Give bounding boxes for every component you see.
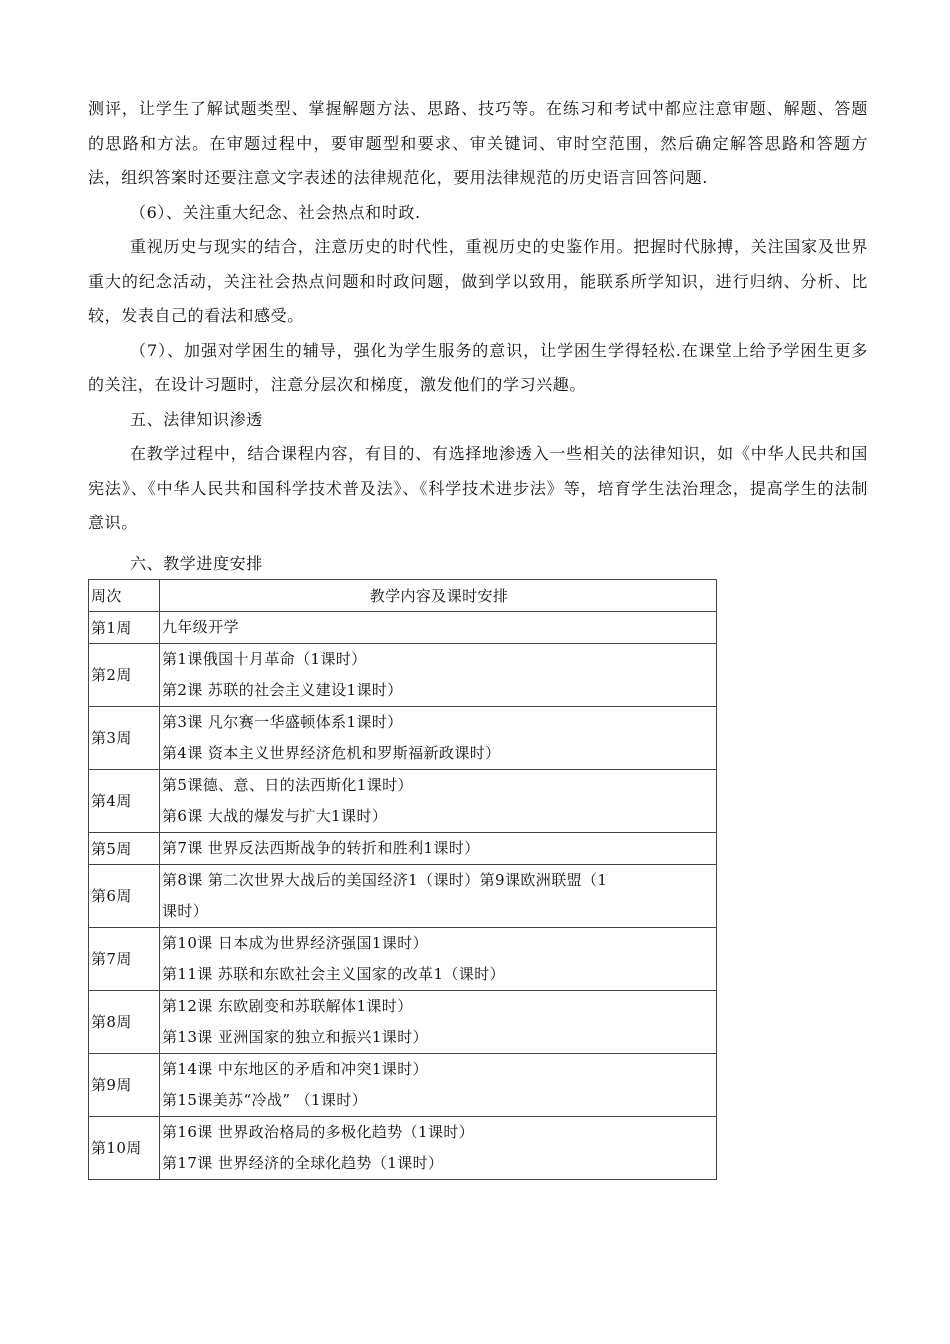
lesson-line: 第14课 中东地区的矛盾和冲突1课时） xyxy=(162,1059,428,1078)
schedule-table xyxy=(88,579,717,1180)
content-cell xyxy=(160,990,717,1053)
paragraph-law-knowledge: 在教学过程中，结合课程内容，有目的、有选择地渗透入一些相关的法律知识，如《中华人民共和国宪法》、《中华人民共和国科学技术普及法》、《科学技术进步法》等，培育学生法治理念，提高学生的法制意识。 xyxy=(88,444,868,532)
content-cell xyxy=(160,643,717,706)
table-row xyxy=(89,990,717,1053)
content-cell xyxy=(160,927,717,990)
lesson-line: 课时） xyxy=(162,901,209,920)
content-cell xyxy=(160,1053,717,1116)
table-row xyxy=(89,832,717,864)
lesson-line: 第13课 亚洲国家的独立和振兴1课时） xyxy=(162,1027,428,1046)
week-cell: 第10周 xyxy=(89,1116,160,1179)
table-row xyxy=(89,927,717,990)
lesson-line: 第8课 第二次世界大战后的美国经济1（课时）第9课欧洲联盟（1 xyxy=(162,870,608,889)
heading-section-6: 六、教学进度安排 xyxy=(130,553,263,573)
header-week: 周次 xyxy=(89,579,160,611)
week-cell: 第2周 xyxy=(89,643,160,706)
week-cell: 第7周 xyxy=(89,927,160,990)
week-cell: 第5周 xyxy=(89,832,160,864)
schedule-body xyxy=(89,611,717,1179)
content-cell xyxy=(160,611,717,643)
lesson-line: 第16课 世界政治格局的多极化趋势（1课时） xyxy=(162,1122,475,1141)
paragraph-item-7: （7）、加强对学困生的辅导，强化为学生服务的意识，让学困生学得轻松.在课堂上给予学困生更多的关注，在设计习题时，注意分层次和梯度，激发他们的学习兴趣。 xyxy=(88,340,868,394)
table-row xyxy=(89,1116,717,1179)
lesson-line: 第6课 大战的爆发与扩大1课时） xyxy=(162,806,388,825)
paragraph-exam-strategy: 测评，让学生了解试题类型、掌握解题方法、思路、技巧等。在练习和考试中都应注意审题、解题、答题的思路和方法。在审题过程中，要审题型和要求、审关键词、审时空范围，然后确定解答思路和答题方法，组织答案时还要注意文字表述的法律规范化，要用法律规范的历史语言回答问题. xyxy=(88,99,868,187)
lesson-line: 第11课 苏联和东欧社会主义国家的改革1（课时） xyxy=(162,964,506,983)
document-page xyxy=(88,92,868,1180)
content-cell xyxy=(160,706,717,769)
week-cell: 第3周 xyxy=(89,706,160,769)
content-cell xyxy=(160,832,717,864)
table-row xyxy=(89,1053,717,1116)
content-cell xyxy=(160,769,717,832)
week-cell: 第9周 xyxy=(89,1053,160,1116)
week-cell: 第8周 xyxy=(89,990,160,1053)
lesson-line: 九年级开学 xyxy=(162,617,240,636)
table-row xyxy=(89,611,717,643)
lesson-line: 第12课 东欧剧变和苏联解体1课时） xyxy=(162,996,413,1015)
table-row xyxy=(89,643,717,706)
lesson-line: 第15课美苏“冷战” （1课时） xyxy=(162,1090,368,1109)
content-cell xyxy=(160,864,717,927)
content-cell xyxy=(160,1116,717,1179)
header-content: 教学内容及课时安排 xyxy=(160,579,717,611)
lesson-line: 第7课 世界反法西斯战争的转折和胜利1课时） xyxy=(162,838,480,857)
table-row xyxy=(89,706,717,769)
paragraph-history-reality: 重视历史与现实的结合，注意历史的时代性，重视历史的史鉴作用。把握时代脉搏，关注国家及世界重大的纪念活动，关注社会热点问题和时政问题，做到学以致用，能联系所学知识，进行归纳、分析、比较，发表自己的看法和感受。 xyxy=(88,237,868,325)
week-cell: 第4周 xyxy=(89,769,160,832)
table-row xyxy=(89,864,717,927)
heading-section-5: 五、法律知识渗透 xyxy=(130,409,263,429)
lesson-line: 第2课 苏联的社会主义建设1课时） xyxy=(162,680,403,699)
lesson-line: 第10课 日本成为世界经济强国1课时） xyxy=(162,933,428,952)
lesson-line: 第17课 世界经济的全球化趋势（1课时） xyxy=(162,1153,444,1172)
week-cell: 第6周 xyxy=(89,864,160,927)
heading-item-6: （6）、关注重大纪念、社会热点和时政. xyxy=(130,202,421,222)
table-header-row xyxy=(89,579,717,611)
lesson-line: 第4课 资本主义世界经济危机和罗斯福新政课时） xyxy=(162,743,501,762)
week-cell: 第1周 xyxy=(89,611,160,643)
table-row xyxy=(89,769,717,832)
lesson-line: 第5课德、意、日的法西斯化1课时） xyxy=(162,775,413,794)
lesson-line: 第3课 凡尔赛一华盛顿体系1课时） xyxy=(162,712,403,731)
lesson-line: 第1课俄国十月革命（1课时） xyxy=(162,649,367,668)
